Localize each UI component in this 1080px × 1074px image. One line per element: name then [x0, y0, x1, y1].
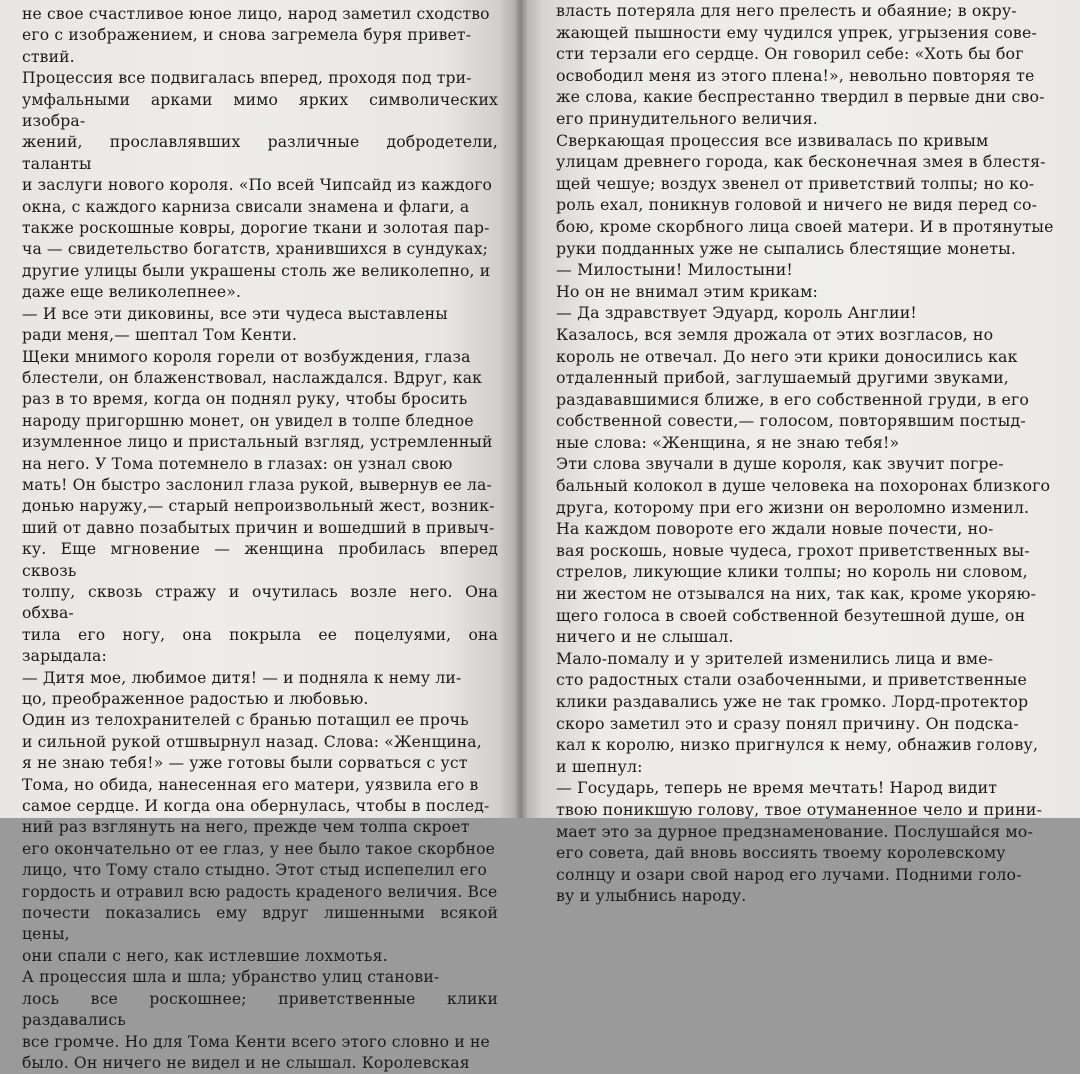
paragraph: — Милостыни! Милостыни!	[556, 260, 793, 280]
left-page	[0, 0, 520, 1072]
paragraph: Эти слова звучали в душе короля, как звучит погре- бальный колокол в душе человека на похоронах близкого друга, которому при его жизни он вероломно изменил.	[556, 454, 1051, 517]
paragraph: власть потеряла для него прелесть и обаяние; в окру- жающей пышности ему чудился упрек, угрызения сове- сти терзали его сердце. Он говорил себе: «Хоть бы бог освободил меня из этого плена!», невольно повторяя те же слова, какие беспрестанно твердил в первые дни сво- его принудительного величия.	[556, 1, 1045, 128]
paragraph: Щеки мнимого короля горели от возбуждения, глаза блестели, он блаженствовал, наслаждался. Вдруг, как раз в то время, когда он поднял руку, чтобы бросить народу пригоршню монет, он увидел в толпе бледное изумленное лицо и пристальный взгляд, устремленный на него. У Тома потемнело в глазах: он узнал свою мать! Он быстро заслонил глаза рукой, вывернув ее ла- донью наружу,— старый непроизвольный жест, возник- ший от давно позабытых причин и вошедший в привыч- ку. Еще мгновение — женщина пробилась вперед сквозь толпу, сквозь стражу и очутилась возле него. Она обхва- тила его ногу, она покрыла ее поцелуями, она зарыдала:	[22, 347, 498, 666]
paragraph: — Дитя мое, любимое дитя! — и подняла к нему ли- цо, преображенное радостью и любовью.	[22, 668, 462, 708]
paragraph: — Да здравствует Эдуард, король Англии!	[556, 303, 917, 323]
paragraph: А процессия шла и шла; убранство улиц станови- лось все роскошнее; приветственные клики раздавались все громче. Но для Тома Кенти всего этого словно и не было. Он ничего не видел и не слышал. Королевская	[22, 968, 498, 1072]
paragraph: Один из телохранителей с бранью потащил ее прочь и сильной рукой отшвырнул назад. Слова: «Женщина, я не знаю тебя!» — уже готовы были сорваться с уст Тома, но обида, нанесенная его матери, уязвила его в самое сердце. И когда она обернулась, чтобы в послед- ний раз взглянуть на него, прежде чем толпа скроет его окончательно от ее глаз, у нее было такое скорбное лицо, что Тому стало стыдно. Этот стыд испепелил его гордость и отравил всю радость краденого величия. Все почести показались ему вдруг лишенными всякой цены, они спали с него, как истлевшие лохмотья.	[22, 711, 498, 965]
paragraph: — Государь, теперь не время мечтать! Народ видит твою поникшую голову, твое отуманенное чело и прини- мает это за дурное предзнаменование. Послушайся мо- его совета, дай вновь воссиять твоему королевскому солнцу и озари свой народ его лучами. Подними голо- ву и улыбнись народу.	[556, 778, 1043, 906]
paragraph: Казалось, вся земля дрожала от этих возгласов, но король не отвечал. До него эти крики доносились как отдаленный прибой, заглушаемый другими звуками, раздававшимися ближе, в его собственной груди, в его собственной совести,— голосом, повторявшим постыд- ные слова: «Женщина, я не знаю тебя!»	[556, 324, 1030, 452]
paragraph: Но он не внимал этим крикам:	[556, 281, 819, 301]
right-page	[520, 0, 1080, 906]
paragraph: — И все эти диковины, все эти чудеса выставлены ради меня,— шептал Том Кенти.	[22, 304, 448, 345]
paragraph: Мало-помалу и у зрителей изменились лица и вме- сто радостных стали озабоченными, и приветственные клики раздавались уже не так громко. Лорд-протектор скоро заметил это и сразу понял причину. Он подска- кал к королю, низко пригнулся к нему, обнажив голову, и шепнул:	[556, 648, 1039, 776]
paragraph: Сверкающая процессия все извивалась по кривым улицам древнего города, как бесконечная змея в блестя- щей чешуе; воздух звенел от приветствий толпы; но ко- роль ехал, поникнув головой и ничего не видя перед со- бою, кроме скорбного лица своей матери. И в протянутые руки подданных уже не сыпались блестящие монеты.	[556, 130, 1054, 258]
paragraph: не свое счастливое юное лицо, народ заметил сходство его с изображением, и снова загремела буря привет- ствий.	[22, 5, 490, 66]
paragraph: На каждом повороте его ждали новые почести, но- вая роскошь, новые чудеса, грохот приветственных вы- стрелов, ликующие клики толпы; но король ни словом, ни жестом не отзывался на них, так как, кроме укоряю- щего голоса в своей собственной безутешной душе, он ничего и не слышал.	[556, 519, 1037, 647]
paragraph: Процессия все подвигалась вперед, проходя под три- умфальными арками мимо ярких символических изобра- жений, прославлявших различные добродетели, таланты и заслуги нового короля. «По всей Чипсайд из каждого окна, с каждого карниза свисали знамена и флаги, а также роскошные ковры, дорогие ткани и золотая пар- ча — свидетельство богатств, хранившихся в сундуках; другие улицы были украшены столь же великолепно, и даже еще великолепнее».	[22, 69, 498, 302]
